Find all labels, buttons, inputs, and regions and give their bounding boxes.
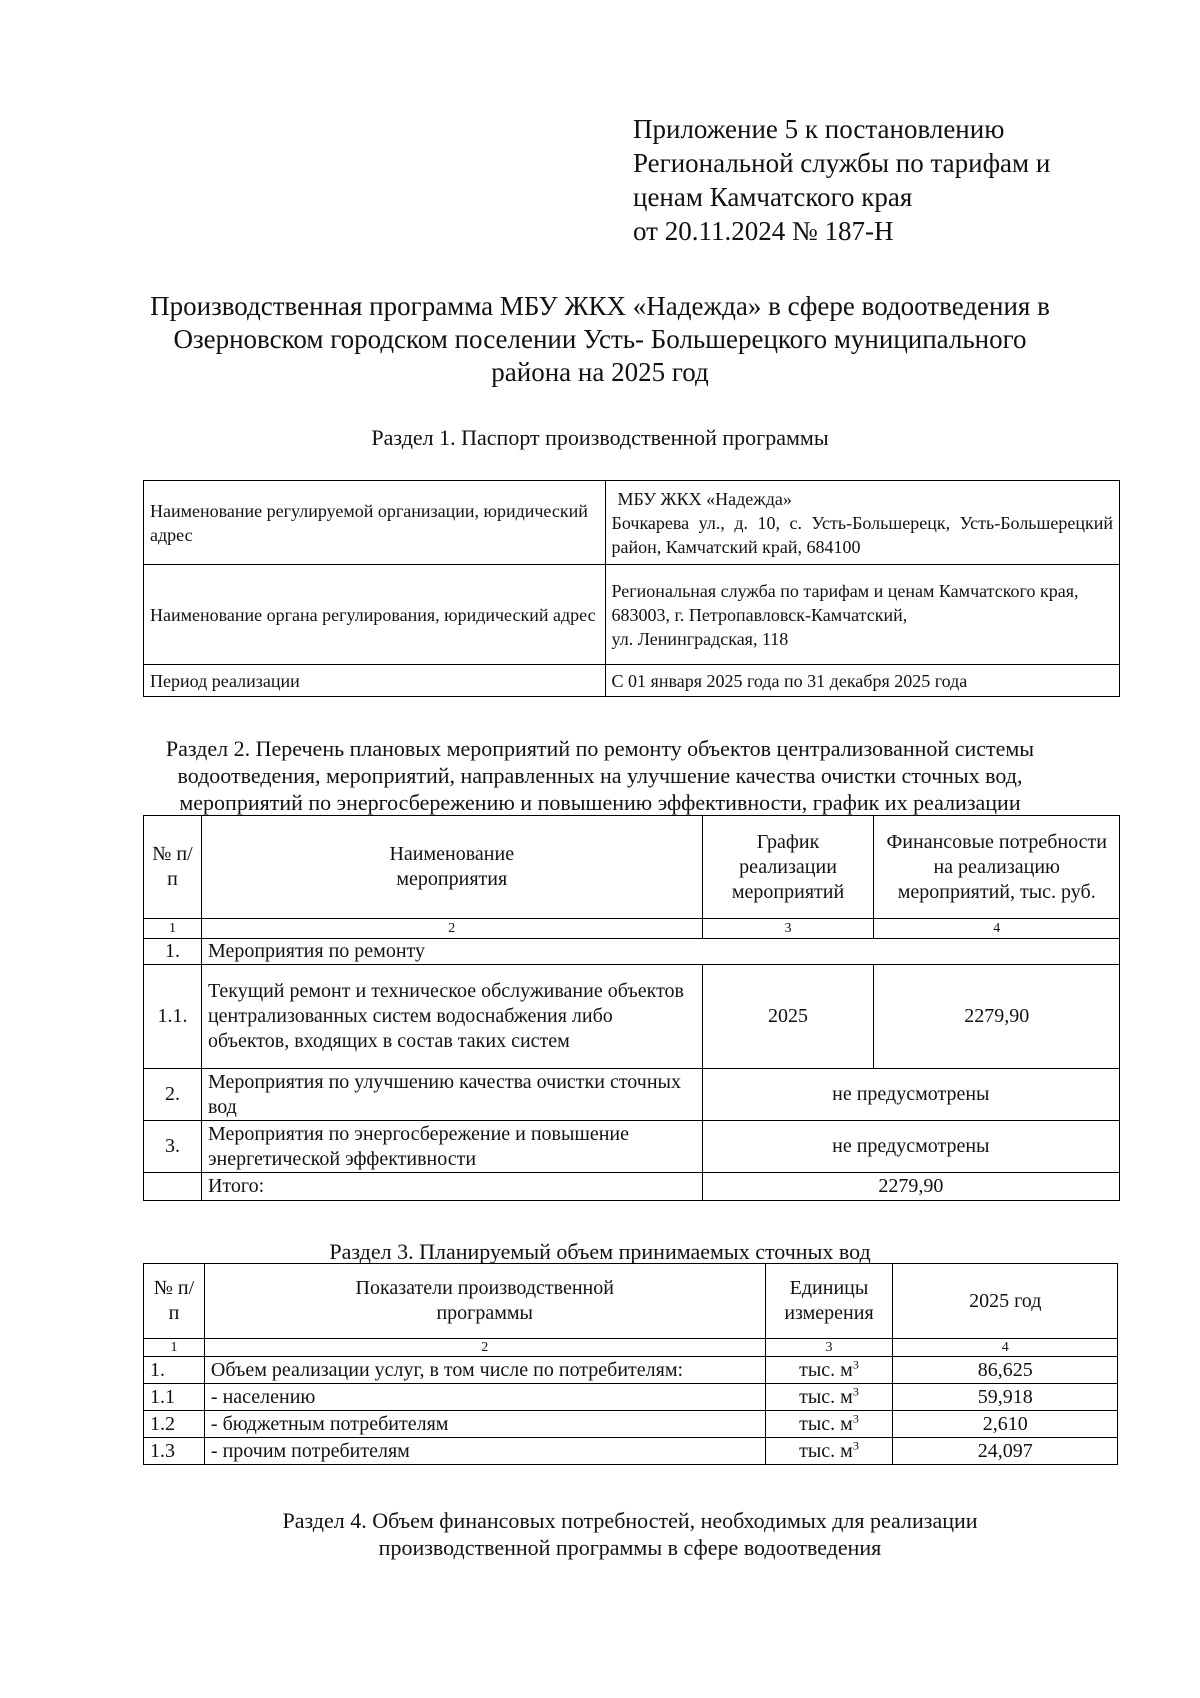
col-number: 4	[874, 919, 1120, 939]
row-num: 3.	[144, 1121, 202, 1173]
col-number: 1	[144, 1339, 205, 1357]
header-name: Наименование мероприятия	[201, 816, 702, 919]
col-number: 2	[204, 1339, 765, 1357]
column-number-row	[144, 919, 1120, 939]
row-unit	[765, 1357, 893, 1384]
row-name: - прочим потребителям	[204, 1438, 765, 1465]
header-indicator: Показатели производственной программы	[204, 1264, 765, 1339]
regulator-line: 683003, г. Петропавловск-Камчатский,	[611, 604, 908, 625]
row-name: Мероприятия по энергосбережение и повышение энергетической эффективности	[201, 1121, 702, 1173]
title-line: Производственная программа МБУ ЖКХ «Надежда» в сфере водоотведения в	[150, 291, 1050, 321]
row-value: 59,918	[893, 1384, 1118, 1411]
row-name: - населению	[204, 1384, 765, 1411]
col-number: 2	[201, 919, 702, 939]
table-row	[144, 1121, 1120, 1173]
document-title	[100, 290, 1100, 389]
heading-line: Раздел 2. Перечень плановых мероприятий по ремонту объектов централизованной системы	[165, 736, 1035, 761]
row-finance: 2279,90	[874, 965, 1120, 1069]
unit-text: тыс. м	[799, 1439, 853, 1462]
table-row	[144, 1411, 1118, 1438]
passport-label: Наименование регулируемой организации, юридический адрес	[144, 481, 606, 565]
row-unit	[765, 1411, 893, 1438]
row-num: 1.1.	[144, 965, 202, 1069]
appendix-note	[633, 112, 1050, 248]
header-finance: Финансовые потребности на реализацию мероприятий, тыс. руб.	[874, 816, 1120, 919]
section4-heading	[150, 1507, 1110, 1561]
header-unit: Единицы измерения	[765, 1264, 893, 1339]
row-num: 1.	[144, 1357, 205, 1384]
unit-text: тыс. м	[799, 1358, 853, 1381]
unit-text: тыс. м	[799, 1385, 853, 1408]
col-number: 4	[893, 1339, 1118, 1357]
passport-label: Период реализации	[144, 665, 606, 697]
col-number: 3	[765, 1339, 893, 1357]
unit-exponent: 3	[852, 1437, 859, 1452]
row-value: 86,625	[893, 1357, 1118, 1384]
heading-line: производственной программы в сфере водоотведения	[378, 1535, 882, 1560]
row-value: не предусмотрены	[702, 1121, 1119, 1173]
unit-exponent: 3	[852, 1383, 859, 1398]
passport-value	[605, 665, 1119, 697]
org-address: Бочкарева ул., д. 10, с. Усть-Большерецк, Усть-Большерецкий район, Камчатский край, 684100	[611, 512, 1113, 557]
passport-table	[143, 480, 1120, 697]
row-value: 24,097	[893, 1438, 1118, 1465]
heading-line: Раздел 4. Объем финансовых потребностей, необходимых для реализации	[282, 1508, 978, 1533]
column-number-row	[144, 1339, 1118, 1357]
section3-heading: Раздел 3. Планируемый объем принимаемых сточных вод	[329, 1239, 871, 1264]
volume-table	[143, 1263, 1118, 1465]
row-name: - бюджетным потребителям	[204, 1411, 765, 1438]
appendix-line: от 20.11.2024 № 187-Н	[633, 216, 894, 246]
header-schedule: График реализации мероприятий	[702, 816, 874, 919]
header-row	[144, 1264, 1118, 1339]
measures-table	[143, 815, 1120, 1201]
passport-row	[144, 481, 1120, 565]
passport-value	[605, 565, 1119, 665]
total-row	[144, 1173, 1120, 1201]
table-row	[144, 1357, 1118, 1384]
row-num: 1.3	[144, 1438, 205, 1465]
regulator-line: Региональная служба по тарифам и ценам Камчатского края,	[611, 580, 1079, 601]
row-num: 1.	[144, 939, 202, 965]
regulator-line: ул. Ленинградская, 118	[611, 628, 789, 649]
passport-row	[144, 565, 1120, 665]
header-num: № п/п	[144, 816, 202, 919]
title-line: Озерновском городском поселении Усть- Большерецкого муниципального	[173, 324, 1027, 354]
row-name: Объем реализации услуг, в том числе по потребителям:	[204, 1357, 765, 1384]
table-row	[144, 1069, 1120, 1121]
table-row	[144, 1384, 1118, 1411]
table-row	[144, 939, 1120, 965]
section2-heading	[80, 735, 1120, 816]
appendix-line: Региональной службы по тарифам и	[633, 148, 1051, 178]
unit-exponent: 3	[852, 1410, 859, 1425]
total-empty	[144, 1173, 202, 1201]
col-number: 1	[144, 919, 202, 939]
unit-exponent: 3	[852, 1356, 859, 1371]
total-value: 2279,90	[702, 1173, 1119, 1201]
appendix-line: Приложение 5 к постановлению	[633, 114, 1005, 144]
passport-row	[144, 665, 1120, 697]
header-num: № п/п	[144, 1264, 205, 1339]
row-num: 1.1	[144, 1384, 205, 1411]
heading-line: водоотведения, мероприятий, направленных на улучшение качества очистки сточных вод,	[177, 763, 1023, 788]
header-year: 2025 год	[893, 1264, 1118, 1339]
row-num: 1.2	[144, 1411, 205, 1438]
section1-heading: Раздел 1. Паспорт производственной программы	[371, 425, 829, 450]
appendix-line: ценам Камчатского края	[633, 182, 913, 212]
org-name: МБУ ЖКХ «Надежда»	[617, 488, 792, 509]
heading-line: мероприятий по энергосбережению и повышению эффективности, график их реализации	[179, 790, 1021, 815]
unit-text: тыс. м	[799, 1412, 853, 1435]
period-value: С 01 января 2025 года по 31 декабря 2025 года	[611, 670, 968, 691]
row-num: 2.	[144, 1069, 202, 1121]
table-row	[144, 1438, 1118, 1465]
row-schedule: 2025	[702, 965, 874, 1069]
row-value: не предусмотрены	[702, 1069, 1119, 1121]
row-name: Мероприятия по ремонту	[201, 939, 1119, 965]
col-number: 3	[702, 919, 874, 939]
row-name: Текущий ремонт и техническое обслуживание объектов централизованных систем водоснабжения либо объектов, входящих в состав таких систем	[201, 965, 702, 1069]
header-row	[144, 816, 1120, 919]
row-name: Мероприятия по улучшению качества очистки сточных вод	[201, 1069, 702, 1121]
row-unit	[765, 1384, 893, 1411]
passport-label: Наименование органа регулирования, юридический адрес	[144, 565, 606, 665]
total-label: Итого:	[201, 1173, 702, 1201]
table-row	[144, 965, 1120, 1069]
row-unit	[765, 1438, 893, 1465]
row-value: 2,610	[893, 1411, 1118, 1438]
title-line: района на 2025 год	[491, 357, 709, 387]
passport-value	[605, 481, 1119, 565]
